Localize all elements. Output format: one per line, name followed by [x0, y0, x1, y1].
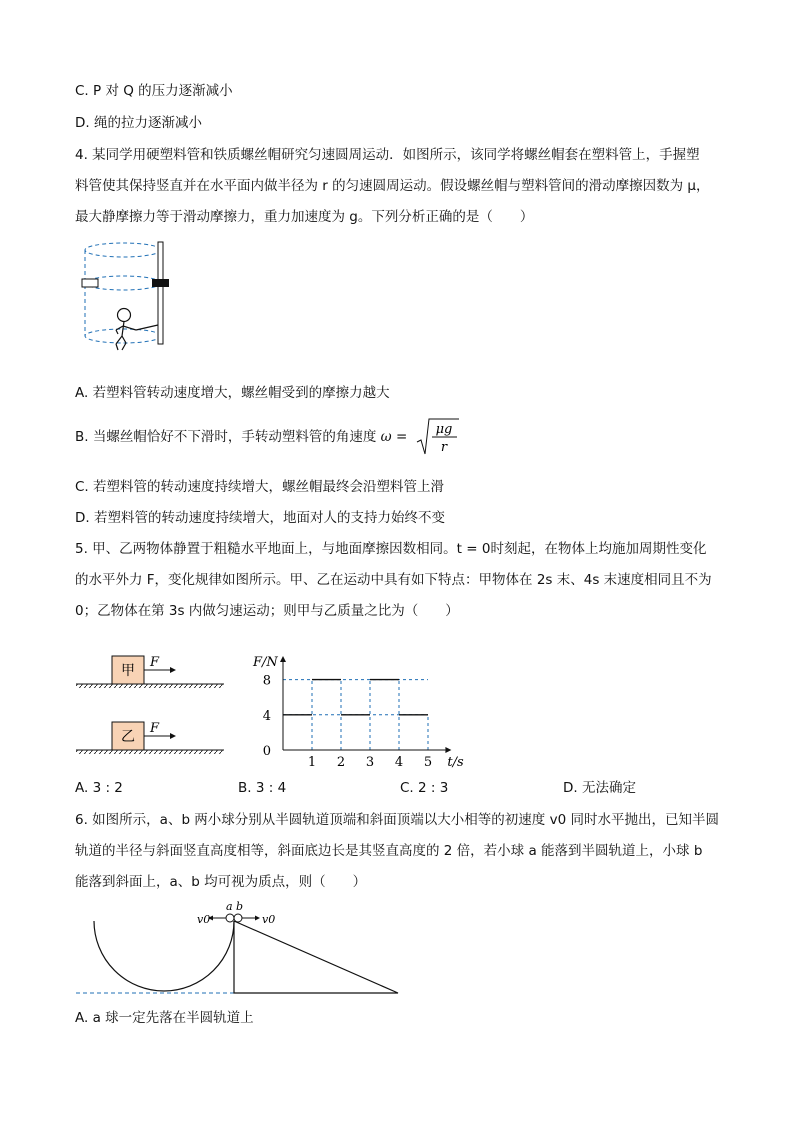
ball-b-label: b [236, 900, 244, 913]
formula-numerator: μg [435, 422, 453, 437]
q6-option-a: A. a 球一定先落在半圆轨道上 [75, 1010, 254, 1026]
block-yi-label: 乙 [121, 729, 135, 745]
v0-right-label: v0 [262, 913, 276, 926]
q6-stem-line2: 轨道的半径与斜面竖直高度相等，斜面底边长是其竖直高度的 2 倍，若小球 a 能落到半圆轨道上，小球 b [75, 843, 703, 859]
semicircle-track [94, 921, 234, 991]
force-label-jia: F [150, 655, 160, 670]
y-axis-arrow [280, 656, 286, 662]
omega-symbol: ω = [380, 429, 408, 445]
ball-a-label: a [226, 900, 233, 913]
ball-b [234, 914, 242, 922]
q5-option-d: D. 无法确定 [563, 780, 636, 796]
force-label-yi: F [150, 721, 160, 736]
q5-stem-line2: 的水平外力 F，变化规律如图所示。甲、乙在运动中具有如下特点：甲物体在 2s 末、4s 末速度相同且不为 [75, 572, 712, 588]
q4-stem-line1: 4. 某同学用硬塑料管和铁质螺丝帽研究匀速圆周运动．如图所示，该同学将螺丝帽套在塑料管上，手握塑 [75, 147, 700, 163]
v0-left-label: v0 [197, 913, 211, 926]
y-tick-label-0: 0 [262, 744, 271, 759]
q4-option-b [75, 428, 407, 446]
q5-option-a: A. 3 : 2 [75, 780, 123, 796]
x-tick-label-3: 3 [365, 755, 375, 770]
q3-option-c: C. P 对 Q 的压力逐渐减小 [75, 83, 233, 99]
q5-blocks-figure [76, 650, 226, 760]
q4-option-a: A. 若塑料管转动速度增大，螺丝帽受到的摩擦力越大 [75, 385, 390, 401]
q5-force-time-chart [250, 630, 464, 770]
x-tick-label-4: 4 [394, 755, 404, 770]
q6-figure [76, 900, 406, 998]
x-axis-arrow [445, 747, 451, 753]
x-axis-label: t/s [447, 755, 464, 770]
q4-option-b-text: B. 当螺丝帽恰好不下滑时，手转动塑料管的角速度 [75, 429, 377, 445]
incline [234, 921, 398, 993]
q4-stem-line2: 料管使其保持竖直并在水平面内做半径为 r 的匀速圆周运动。假设螺丝帽与塑料管间的滑动摩擦因数为 μ， [75, 178, 710, 194]
ball-a [226, 914, 234, 922]
q5-stem-line1: 5. 甲、乙两物体静置于粗糙水平地面上，与地面摩擦因数相同。t = 0时刻起，在物体上均施加周期性变化 [75, 541, 707, 557]
q5-option-b: B. 3 : 4 [238, 780, 287, 796]
q3-option-d: D. 绳的拉力逐渐减小 [75, 115, 202, 131]
q6-stem-line3: 能落到斜面上，a、b 均可视为质点，则（ ） [75, 874, 367, 890]
y-axis-label: F/N [253, 655, 278, 670]
x-tick-label-2: 2 [336, 755, 346, 770]
formula-denominator: r [440, 440, 448, 455]
y-tick-label-4: 4 [262, 708, 271, 724]
q4-option-b-formula [415, 416, 459, 458]
q6-stem-line1: 6. 如图所示，a、b 两小球分别从半圆轨道顶端和斜面顶端以大小相等的初速度 v0 同时水平抛出，已知半圆 [75, 812, 719, 828]
q4-stem-line3: 最大静摩擦力等于滑动摩擦力，重力加速度为 g。下列分析正确的是（ ） [75, 209, 534, 225]
q5-stem-line3: 0；乙物体在第 3s 内做匀速运动；则甲与乙质量之比为（ ） [75, 603, 459, 619]
y-tick-label-8: 8 [262, 673, 271, 689]
q5-option-c: C. 2 : 3 [400, 780, 449, 796]
x-tick-label-5: 5 [423, 755, 433, 770]
q4-option-d: D. 若塑料管的转动速度持续增大，地面对人的支持力始终不变 [75, 510, 445, 526]
q4-figure [78, 240, 178, 350]
q4-option-c: C. 若塑料管的转动速度持续增大，螺丝帽最终会沿塑料管上滑 [75, 479, 445, 495]
block-jia-label: 甲 [121, 663, 135, 679]
x-tick-label-1: 1 [307, 755, 317, 770]
